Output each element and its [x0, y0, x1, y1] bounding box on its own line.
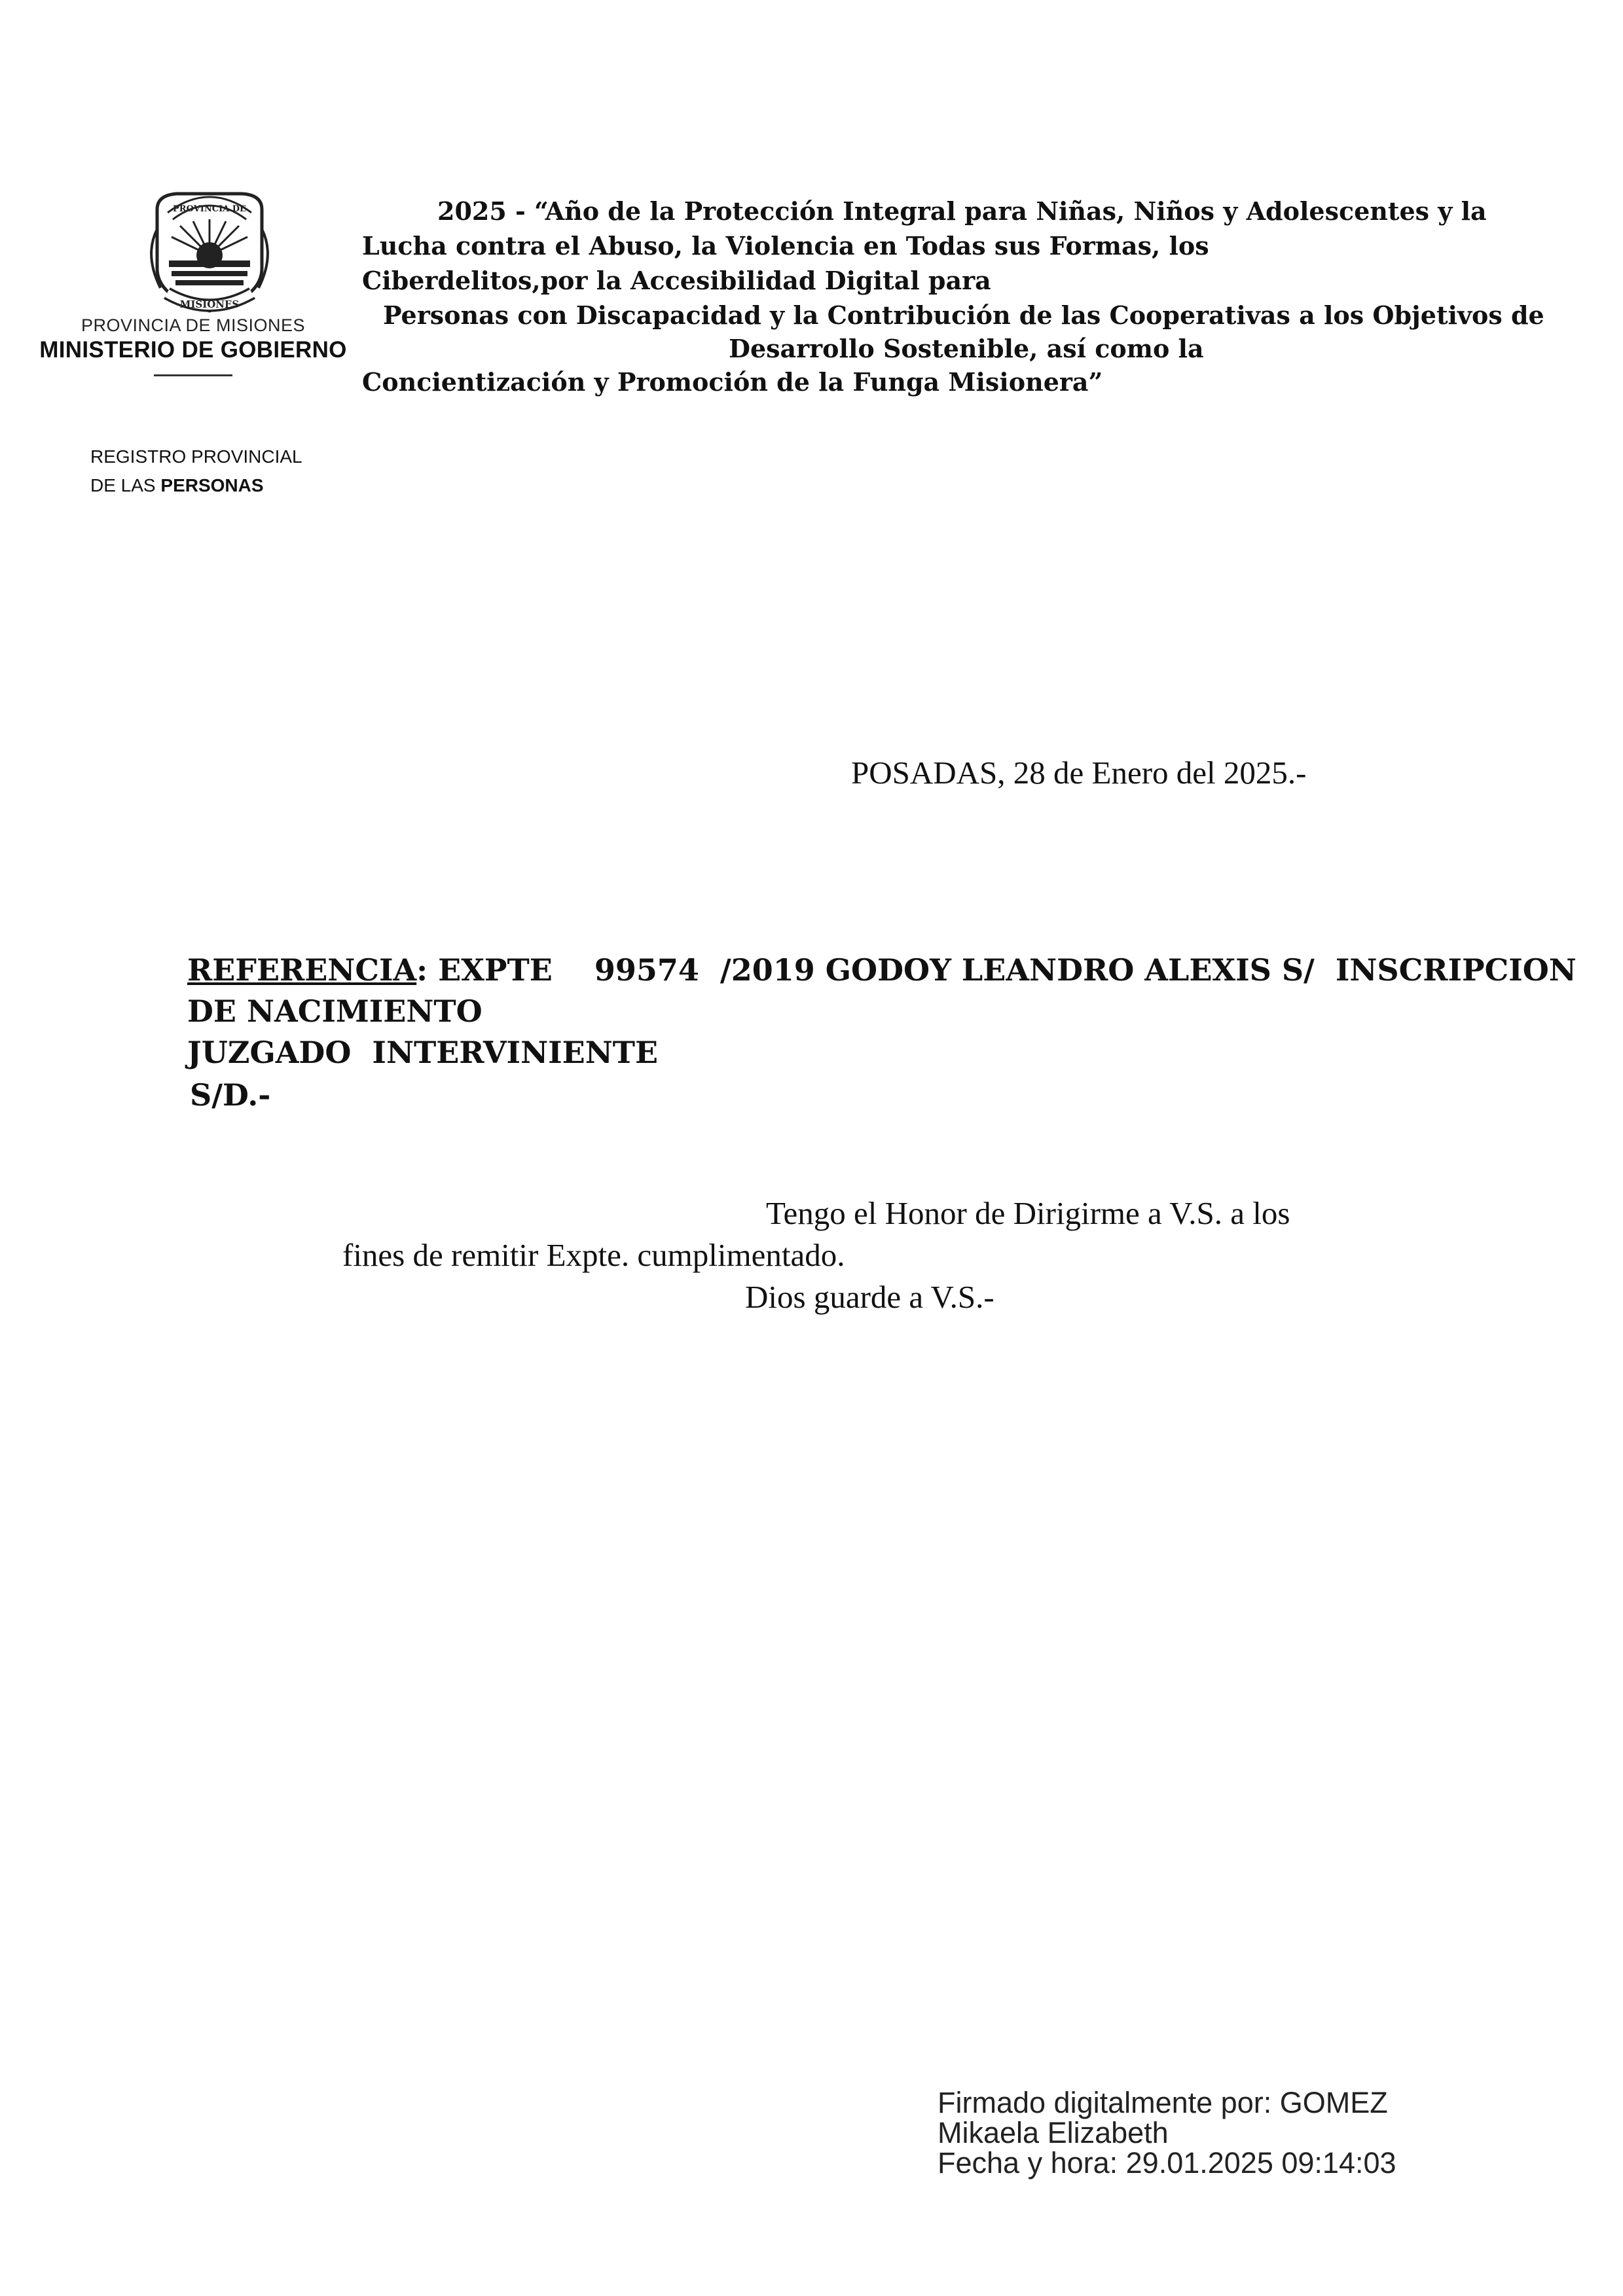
ministry-name: MINISTERIO DE GOBIERNO: [39, 337, 347, 363]
registry-bold: PERSONAS: [160, 475, 264, 495]
motto-line-5: Desarrollo Sostenible, así como la: [729, 334, 1204, 363]
body-line-3: Dios guarde a V.S.-: [745, 1279, 994, 1315]
ministry-logo: [39, 190, 347, 386]
reference-expte: : EXPTE 99574 /2019 GODOY LEANDRO ALEXIS S/ INSCRIPCION: [416, 952, 1577, 988]
reference-sd: S/D.-: [190, 1077, 271, 1113]
province-name: PROVINCIA DE MISIONES: [81, 315, 306, 335]
signature-timestamp: Fecha y hora: 29.01.2025 09:14:03: [938, 2146, 1396, 2179]
body-line-2: fines de remitir Expte. cumplimentado.: [342, 1237, 845, 1273]
signature-line-2: Mikaela Elizabeth: [938, 2116, 1169, 2149]
svg-text:PROVINCIA DE: PROVINCIA DE: [173, 204, 246, 214]
registry-line-1: REGISTRO PROVINCIAL: [90, 446, 302, 467]
motto-line-3: Ciberdelitos,por la Accesibilidad Digital para: [362, 266, 991, 295]
signature-line-1: Firmado digitalmente por: GOMEZ: [938, 2086, 1388, 2119]
reference-label: REFERENCIA: [187, 952, 417, 988]
body-line-1: Tengo el Honor de Dirigirme a V.S. a los: [766, 1195, 1290, 1231]
svg-text:MISIONES: MISIONES: [179, 298, 240, 310]
reference-line-1: [187, 952, 1577, 988]
registry-prefix: DE LAS: [90, 475, 161, 495]
motto-line-1: 2025 - “Año de la Protección Integral para Niñas, Niños y Adolescentes y la: [437, 196, 1487, 226]
motto-line-4: Personas con Discapacidad y la Contribución de las Cooperativas a los Objetivos de: [383, 300, 1544, 330]
motto-line-6: Concientización y Promoción de la Funga Misionera”: [362, 367, 1103, 397]
province-crest-icon: [131, 190, 288, 314]
reference-line-2: DE NACIMIENTO: [187, 994, 483, 1029]
registry-line-2: [90, 475, 264, 496]
date-line: POSADAS, 28 de Enero del 2025.-: [851, 755, 1307, 791]
reference-court: JUZGADO INTERVINIENTE: [187, 1035, 659, 1070]
logo-divider: [154, 374, 232, 376]
motto-line-2: Lucha contra el Abuso, la Violencia en Todas sus Formas, los: [362, 231, 1209, 260]
